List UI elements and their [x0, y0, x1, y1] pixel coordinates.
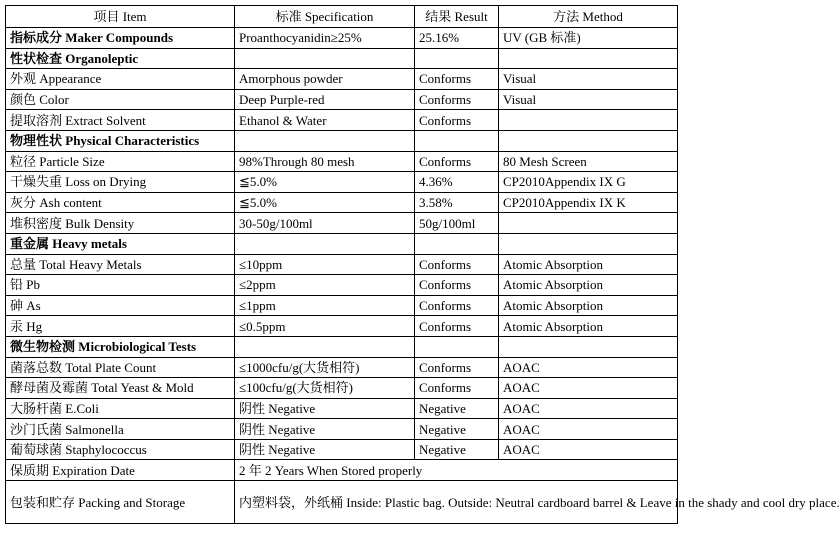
section-result: [415, 48, 499, 69]
table-row: [6, 419, 678, 440]
table-row: [6, 172, 678, 193]
cell-item: 干燥失重 Loss on Drying: [6, 172, 235, 193]
cell-method: UV (GB 标准): [499, 28, 678, 49]
section-result: [415, 130, 499, 151]
table-row: [6, 275, 678, 296]
section-result: [415, 233, 499, 254]
table-row: [6, 398, 678, 419]
header-row: [6, 6, 678, 28]
expiration-value: 2 年 2 Years When Stored properly: [235, 460, 678, 481]
table-row: [6, 151, 678, 172]
cell-item: 葡萄球菌 Staphylococcus: [6, 439, 235, 460]
cell-method: CP2010Appendix IX G: [499, 172, 678, 193]
header-result: 结果 Result: [415, 6, 499, 28]
packing-row: [6, 481, 678, 524]
cell-result: Conforms: [415, 89, 499, 110]
cell-result: Negative: [415, 398, 499, 419]
table-row: [6, 295, 678, 316]
table-row: [6, 28, 678, 49]
header-specification: 标准 Specification: [235, 6, 415, 28]
table-row: [6, 213, 678, 234]
cell-result: Negative: [415, 419, 499, 440]
section-row: [6, 130, 678, 151]
section-method: [499, 336, 678, 357]
cell-method: CP2010Appendix IX K: [499, 192, 678, 213]
cell-item: 提取溶剂 Extract Solvent: [6, 110, 235, 131]
section-item: 重金属 Heavy metals: [6, 233, 235, 254]
cell-specification: 98%Through 80 mesh: [235, 151, 415, 172]
expiration-row: [6, 460, 678, 481]
cell-method: Atomic Absorption: [499, 295, 678, 316]
packing-value: 内塑料袋，外纸桶 Inside: Plastic bag. Outside: Neutral cardboard barrel & Leave in the shady and cool dry place.: [235, 481, 678, 524]
table-row: [6, 254, 678, 275]
cell-method: Atomic Absorption: [499, 254, 678, 275]
cell-result: Conforms: [415, 110, 499, 131]
cell-method: AOAC: [499, 419, 678, 440]
cell-method: [499, 213, 678, 234]
cell-specification: ≤100cfu/g(大货相符): [235, 378, 415, 399]
cell-item: 指标成分 Maker Compounds: [6, 28, 235, 49]
cell-specification: Amorphous powder: [235, 69, 415, 90]
cell-method: Visual: [499, 69, 678, 90]
specification-table: [5, 5, 840, 524]
cell-result: Conforms: [415, 378, 499, 399]
packing-label: 包装和贮存 Packing and Storage: [6, 481, 235, 524]
cell-method: [499, 110, 678, 131]
cell-item: 灰分 Ash content: [6, 192, 235, 213]
cell-specification: ≤1000cfu/g(大货相符): [235, 357, 415, 378]
section-item: 微生物检测 Microbiological Tests: [6, 336, 235, 357]
section-method: [499, 233, 678, 254]
cell-method: 80 Mesh Screen: [499, 151, 678, 172]
table-row: [6, 110, 678, 131]
table-row: [6, 357, 678, 378]
section-item: 物理性状 Physical Characteristics: [6, 130, 235, 151]
cell-result: Conforms: [415, 357, 499, 378]
cell-specification: 阴性 Negative: [235, 398, 415, 419]
table-row: [6, 89, 678, 110]
cell-specification: 阴性 Negative: [235, 419, 415, 440]
cell-result: 3.58%: [415, 192, 499, 213]
cell-item: 沙门氏菌 Salmonella: [6, 419, 235, 440]
table-row: [6, 69, 678, 90]
table-row: [6, 316, 678, 337]
section-row: [6, 233, 678, 254]
table-body: [6, 28, 678, 460]
spec-sheet: [5, 5, 840, 524]
section-method: [499, 48, 678, 69]
cell-item: 颜色 Color: [6, 89, 235, 110]
cell-item: 铅 Pb: [6, 275, 235, 296]
cell-result: Conforms: [415, 254, 499, 275]
cell-specification: ≦5.0%: [235, 172, 415, 193]
section-specification: [235, 48, 415, 69]
cell-specification: Ethanol & Water: [235, 110, 415, 131]
section-row: [6, 336, 678, 357]
section-method: [499, 130, 678, 151]
cell-result: Negative: [415, 439, 499, 460]
cell-result: Conforms: [415, 295, 499, 316]
cell-result: 50g/100ml: [415, 213, 499, 234]
cell-method: AOAC: [499, 439, 678, 460]
section-specification: [235, 336, 415, 357]
cell-method: Atomic Absorption: [499, 275, 678, 296]
cell-specification: ≤1ppm: [235, 295, 415, 316]
cell-specification: Proanthocyanidin≥25%: [235, 28, 415, 49]
cell-result: Conforms: [415, 275, 499, 296]
cell-result: Conforms: [415, 69, 499, 90]
cell-method: AOAC: [499, 398, 678, 419]
cell-specification: ≤10ppm: [235, 254, 415, 275]
cell-specification: ≤2ppm: [235, 275, 415, 296]
table-row: [6, 439, 678, 460]
cell-item: 总量 Total Heavy Metals: [6, 254, 235, 275]
cell-specification: ≦5.0%: [235, 192, 415, 213]
cell-item: 砷 As: [6, 295, 235, 316]
section-specification: [235, 233, 415, 254]
cell-item: 粒径 Particle Size: [6, 151, 235, 172]
cell-specification: 30-50g/100ml: [235, 213, 415, 234]
expiration-label: 保质期 Expiration Date: [6, 460, 235, 481]
cell-specification: ≤0.5ppm: [235, 316, 415, 337]
cell-method: AOAC: [499, 357, 678, 378]
section-specification: [235, 130, 415, 151]
footer-rows: [6, 460, 840, 524]
cell-result: Conforms: [415, 316, 499, 337]
cell-method: AOAC: [499, 378, 678, 399]
table-row: [6, 378, 678, 399]
cell-specification: Deep Purple-red: [235, 89, 415, 110]
table-row: [6, 192, 678, 213]
section-item: 性状检查 Organoleptic: [6, 48, 235, 69]
cell-item: 大肠杆菌 E.Coli: [6, 398, 235, 419]
cell-specification: 阴性 Negative: [235, 439, 415, 460]
section-row: [6, 48, 678, 69]
section-result: [415, 336, 499, 357]
cell-item: 堆积密度 Bulk Density: [6, 213, 235, 234]
cell-result: Conforms: [415, 151, 499, 172]
cell-result: 4.36%: [415, 172, 499, 193]
cell-result: 25.16%: [415, 28, 499, 49]
cell-item: 汞 Hg: [6, 316, 235, 337]
cell-method: Visual: [499, 89, 678, 110]
cell-item: 外观 Appearance: [6, 69, 235, 90]
cell-item: 酵母菌及霉菌 Total Yeast & Mold: [6, 378, 235, 399]
cell-item: 菌落总数 Total Plate Count: [6, 357, 235, 378]
cell-method: Atomic Absorption: [499, 316, 678, 337]
header-method: 方法 Method: [499, 6, 678, 28]
header-item: 项目 Item: [6, 6, 235, 28]
